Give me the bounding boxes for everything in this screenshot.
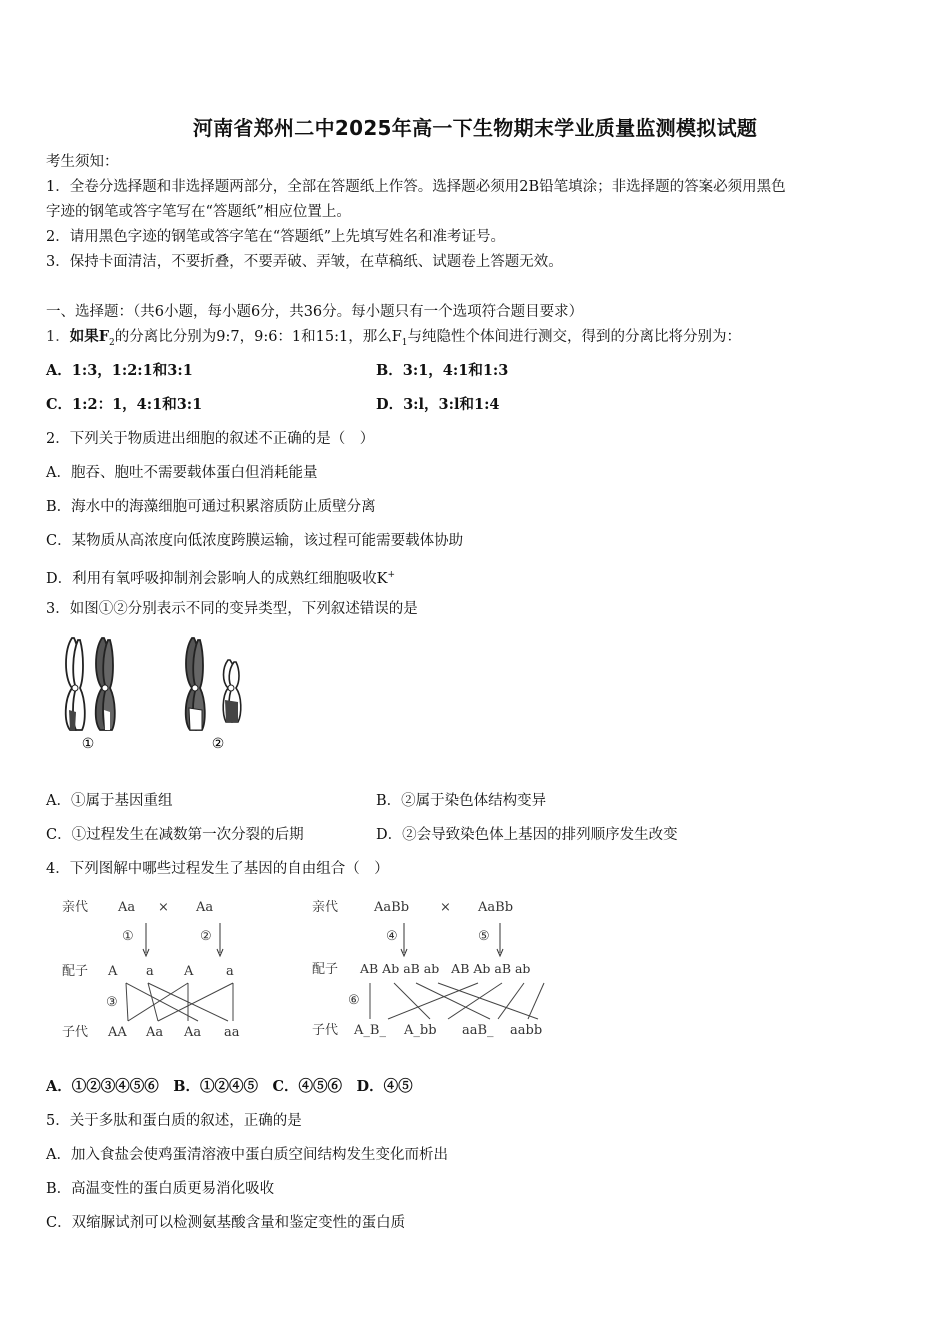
step-5: ⑤ <box>478 929 490 944</box>
q4-options[interactable]: A．①②③④⑤⑥ B．①②④⑤ C．④⑤⑥ D．④⑤ <box>46 1078 413 1095</box>
chromosome-pair-1 <box>66 638 115 730</box>
parent-label-right: 亲代 <box>312 900 339 915</box>
gamete-left-2: a <box>146 964 154 979</box>
q5-option-b[interactable]: B．高温变性的蛋白质更易消化吸收 <box>46 1181 275 1197</box>
notice-item-1-cont: 字迹的钢笔或答字笔写在“答题纸”相应位置上。 <box>46 204 351 220</box>
q3-option-b[interactable]: B．②属于染色体结构变异 <box>376 793 547 809</box>
question-number: 1． <box>46 329 70 345</box>
question-5-stem: 5．关于多肽和蛋白质的叙述，正确的是 <box>46 1113 302 1129</box>
parent-2-left: Aa <box>196 900 214 915</box>
offspring-left-4: aa <box>224 1025 240 1040</box>
offspring-left-1: AA <box>108 1025 127 1040</box>
cross-symbol-right: × <box>440 900 451 915</box>
gamete-left-4: a <box>226 964 234 979</box>
question-2-stem: 2．下列关于物质进出细胞的叙述不正确的是（ ） <box>46 431 375 447</box>
q1-option-c[interactable]: C．1:2：1，4:1和3:1 <box>46 396 203 413</box>
step-2: ② <box>200 929 212 944</box>
offspring-right-1: A_B_ <box>354 1023 386 1038</box>
cross-diagram-right <box>312 899 544 1038</box>
q3-option-a[interactable]: A．①属于基因重组 <box>46 793 173 809</box>
q2-option-d[interactable]: D．利用有氧呼吸抑制剂会影响人的成熟红细胞吸收K+ <box>46 570 396 587</box>
chromosome-pair-2 <box>186 638 241 730</box>
gamete-label-right: 配子 <box>312 962 339 977</box>
q5-option-a[interactable]: A．加入食盐会使鸡蛋清溶液中蛋白质空间结构发生变化而析出 <box>46 1147 448 1163</box>
offspring-right-4: aabb <box>510 1023 543 1038</box>
gamete-label-left: 配子 <box>62 964 89 979</box>
q2-option-c[interactable]: C．某物质从高浓度向低浓度跨膜运输，该过程可能需要载体协助 <box>46 533 464 549</box>
figure-label-1: ① <box>81 736 95 752</box>
figure-label-2: ② <box>211 736 225 752</box>
question-1-stem: 1．如果$F_2$的分离比分别为9:7，9:6：1和15:1，那么$F_1$与纯隐性个体间进行测交，得到的分离比将分别为： <box>46 328 742 348</box>
chromosome-figure <box>52 630 262 760</box>
q1-option-a[interactable]: A．1:3，1:2:1和3:1 <box>46 362 193 379</box>
q5-option-c[interactable]: C．双缩脲试剂可以检测氨基酸含量和鉴定变性的蛋白质 <box>46 1215 406 1231</box>
step-4: ④ <box>386 929 398 944</box>
cross-diagram <box>58 893 578 1048</box>
notice-item-3: 3．保持卡面清洁，不要折叠，不要弄破、弄皱，在草稿纸、试题卷上答题无效。 <box>46 254 563 270</box>
step-6: ⑥ <box>348 993 360 1008</box>
offspring-left-3: Aa <box>184 1025 202 1040</box>
page-title: 河南省郑州二中2025年高一下生物期末学业质量监测模拟试题 <box>192 116 758 140</box>
step-3: ③ <box>106 995 118 1010</box>
notice-item-2: 2．请用黑色字迹的钢笔或答字笔在“答题纸”上先填写姓名和准考证号。 <box>46 229 506 245</box>
notice-heading: 考生须知： <box>46 154 119 170</box>
gametes-right: AB Ab aB ab AB Ab aB ab <box>360 961 531 976</box>
offspring-label-left: 子代 <box>62 1025 89 1040</box>
question-4-stem: 4．下列图解中哪些过程发生了基因的自由组合（ ） <box>46 861 389 877</box>
q1-option-b[interactable]: B．3:1，4:1和1:3 <box>376 362 509 379</box>
question-3-stem: 3．如图①②分别表示不同的变异类型，下列叙述错误的是 <box>46 601 418 617</box>
q3-option-d[interactable]: D．②会导致染色体上基因的排列顺序发生改变 <box>376 827 678 843</box>
offspring-label-right: 子代 <box>312 1023 339 1038</box>
q2-option-b[interactable]: B．海水中的海藻细胞可通过积累溶质防止质壁分离 <box>46 499 376 515</box>
cross-symbol-left: × <box>158 900 169 915</box>
gamete-left-1: A <box>108 964 118 979</box>
offspring-right-3: aaB_ <box>462 1023 494 1038</box>
parent-2-right: AaBb <box>478 900 514 915</box>
parent-1-left: Aa <box>118 900 136 915</box>
gamete-left-3: A <box>184 964 194 979</box>
cross-diagram-left <box>62 899 240 1040</box>
q1-option-d[interactable]: D．3:l，3:l和1:4 <box>376 396 500 413</box>
step-1: ① <box>122 929 134 944</box>
q2-option-a[interactable]: A．胞吞、胞吐不需要载体蛋白但消耗能量 <box>46 465 318 481</box>
q3-option-c[interactable]: C．①过程发生在减数第一次分裂的后期 <box>46 827 304 843</box>
offspring-left-2: Aa <box>146 1025 164 1040</box>
parent-label-left: 亲代 <box>62 900 89 915</box>
parent-1-right: AaBb <box>374 900 410 915</box>
offspring-right-2: A_bb <box>404 1023 437 1038</box>
section-heading: 一、选择题：（共6小题，每小题6分，共36分。每小题只有一个选项符合题目要求） <box>46 304 584 320</box>
notice-item-1: 1．全卷分选择题和非选择题两部分，全部在答题纸上作答。选择题必须用2B铅笔填涂；非选择题的答案必须用黑色 <box>46 179 786 195</box>
